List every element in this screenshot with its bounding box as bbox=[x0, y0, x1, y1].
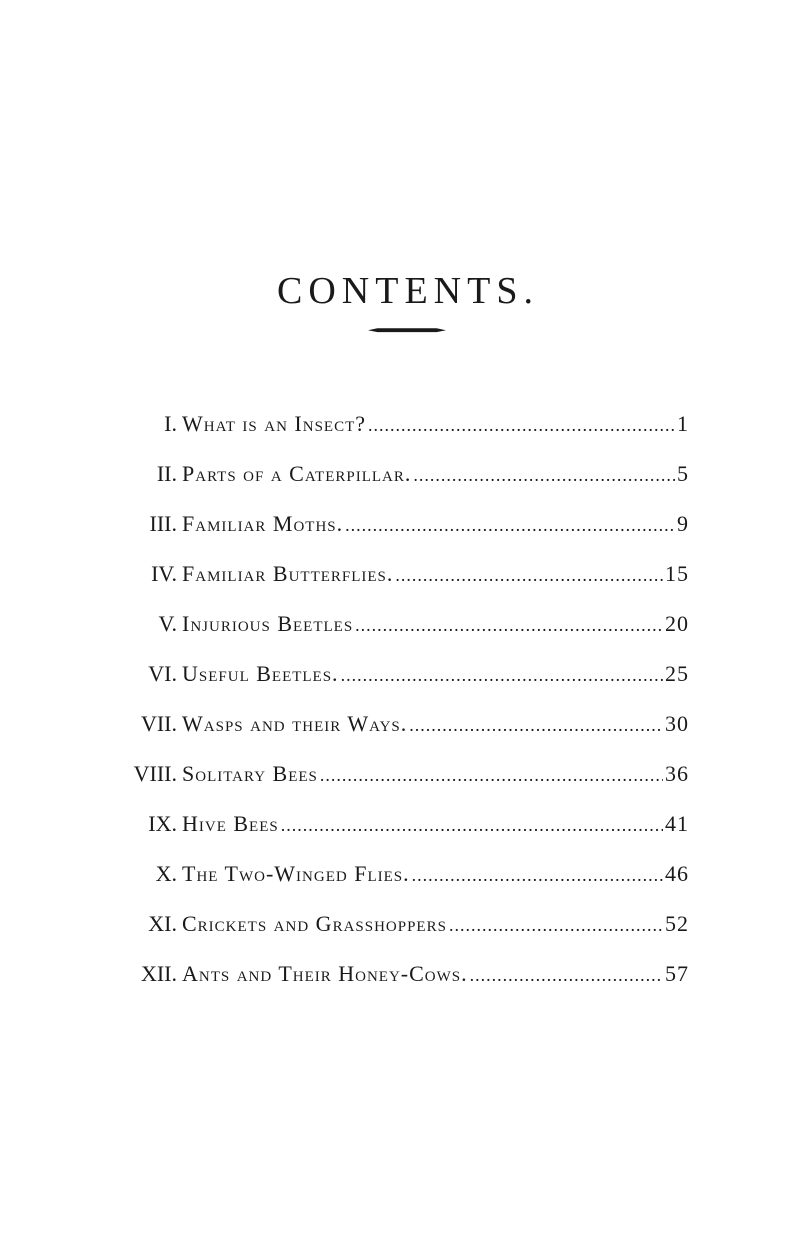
toc-entry bbox=[0, 854, 800, 894]
page-number: 52 bbox=[665, 911, 689, 936]
page-number: 41 bbox=[665, 811, 689, 836]
toc-entry bbox=[0, 654, 800, 694]
toc-entry bbox=[0, 454, 800, 494]
toc-entry bbox=[0, 554, 800, 594]
chapter-title: Hive Bees bbox=[182, 811, 279, 836]
toc-entry bbox=[0, 904, 800, 944]
dot-leader bbox=[281, 805, 663, 845]
page-number: 36 bbox=[665, 761, 689, 786]
toc-entry bbox=[0, 754, 800, 794]
page-number: 30 bbox=[665, 711, 689, 736]
toc-entry bbox=[0, 404, 800, 444]
chapter-title: Ants and Their Honey-Cows. bbox=[182, 961, 468, 986]
dot-leader bbox=[341, 655, 663, 695]
dot-leader bbox=[409, 705, 663, 745]
dot-leader bbox=[355, 605, 663, 645]
page-number: 20 bbox=[665, 611, 689, 636]
chapter-numeral: X. bbox=[155, 861, 177, 886]
toc-entry bbox=[0, 504, 800, 544]
chapter-numeral: IX. bbox=[148, 811, 177, 836]
chapter-title: Familiar Moths. bbox=[182, 511, 344, 536]
dot-leader bbox=[368, 405, 675, 445]
chapter-numeral: VIII. bbox=[133, 761, 177, 786]
chapter-title: What is an Insect? bbox=[182, 411, 367, 436]
page-number: 25 bbox=[665, 661, 689, 686]
toc-entry bbox=[0, 604, 800, 644]
dot-leader bbox=[345, 505, 675, 545]
chapter-numeral: I. bbox=[164, 411, 177, 436]
chapter-title: Parts of a Caterpillar. bbox=[182, 461, 412, 486]
chapter-title: Familiar Butterflies. bbox=[182, 561, 394, 586]
chapter-numeral: II. bbox=[156, 461, 177, 486]
page-title: CONTENTS. bbox=[277, 270, 539, 312]
title-ornamental-rule bbox=[368, 327, 446, 333]
chapter-numeral: VI. bbox=[148, 661, 177, 686]
chapter-numeral: VII. bbox=[140, 711, 177, 736]
toc-entry bbox=[0, 704, 800, 744]
chapter-title: The Two-Winged Flies. bbox=[182, 861, 410, 886]
page-number: 15 bbox=[665, 561, 689, 586]
page-number: 57 bbox=[665, 961, 689, 986]
dot-leader bbox=[412, 855, 663, 895]
chapter-title: Solitary Bees bbox=[182, 761, 318, 786]
chapter-numeral: XI. bbox=[148, 911, 177, 936]
page-number: 5 bbox=[677, 461, 689, 486]
chapter-title: Injurious Beetles bbox=[182, 611, 354, 636]
chapter-numeral: XII. bbox=[140, 961, 177, 986]
page-number: 1 bbox=[677, 411, 689, 436]
toc-entry bbox=[0, 804, 800, 844]
dot-leader bbox=[395, 555, 663, 595]
chapter-numeral: V. bbox=[158, 611, 177, 636]
dot-leader bbox=[470, 955, 663, 995]
toc-entry bbox=[0, 954, 800, 994]
page-number: 46 bbox=[665, 861, 689, 886]
dot-leader bbox=[413, 455, 675, 495]
dot-leader bbox=[320, 755, 663, 795]
chapter-title: Useful Beetles. bbox=[182, 661, 339, 686]
dot-leader bbox=[449, 905, 663, 945]
chapter-numeral: III. bbox=[149, 511, 177, 536]
chapter-title: Wasps and their Ways. bbox=[182, 711, 408, 736]
chapter-numeral: IV. bbox=[151, 561, 177, 586]
page-number: 9 bbox=[677, 511, 689, 536]
chapter-title: Crickets and Grasshoppers bbox=[182, 911, 447, 936]
